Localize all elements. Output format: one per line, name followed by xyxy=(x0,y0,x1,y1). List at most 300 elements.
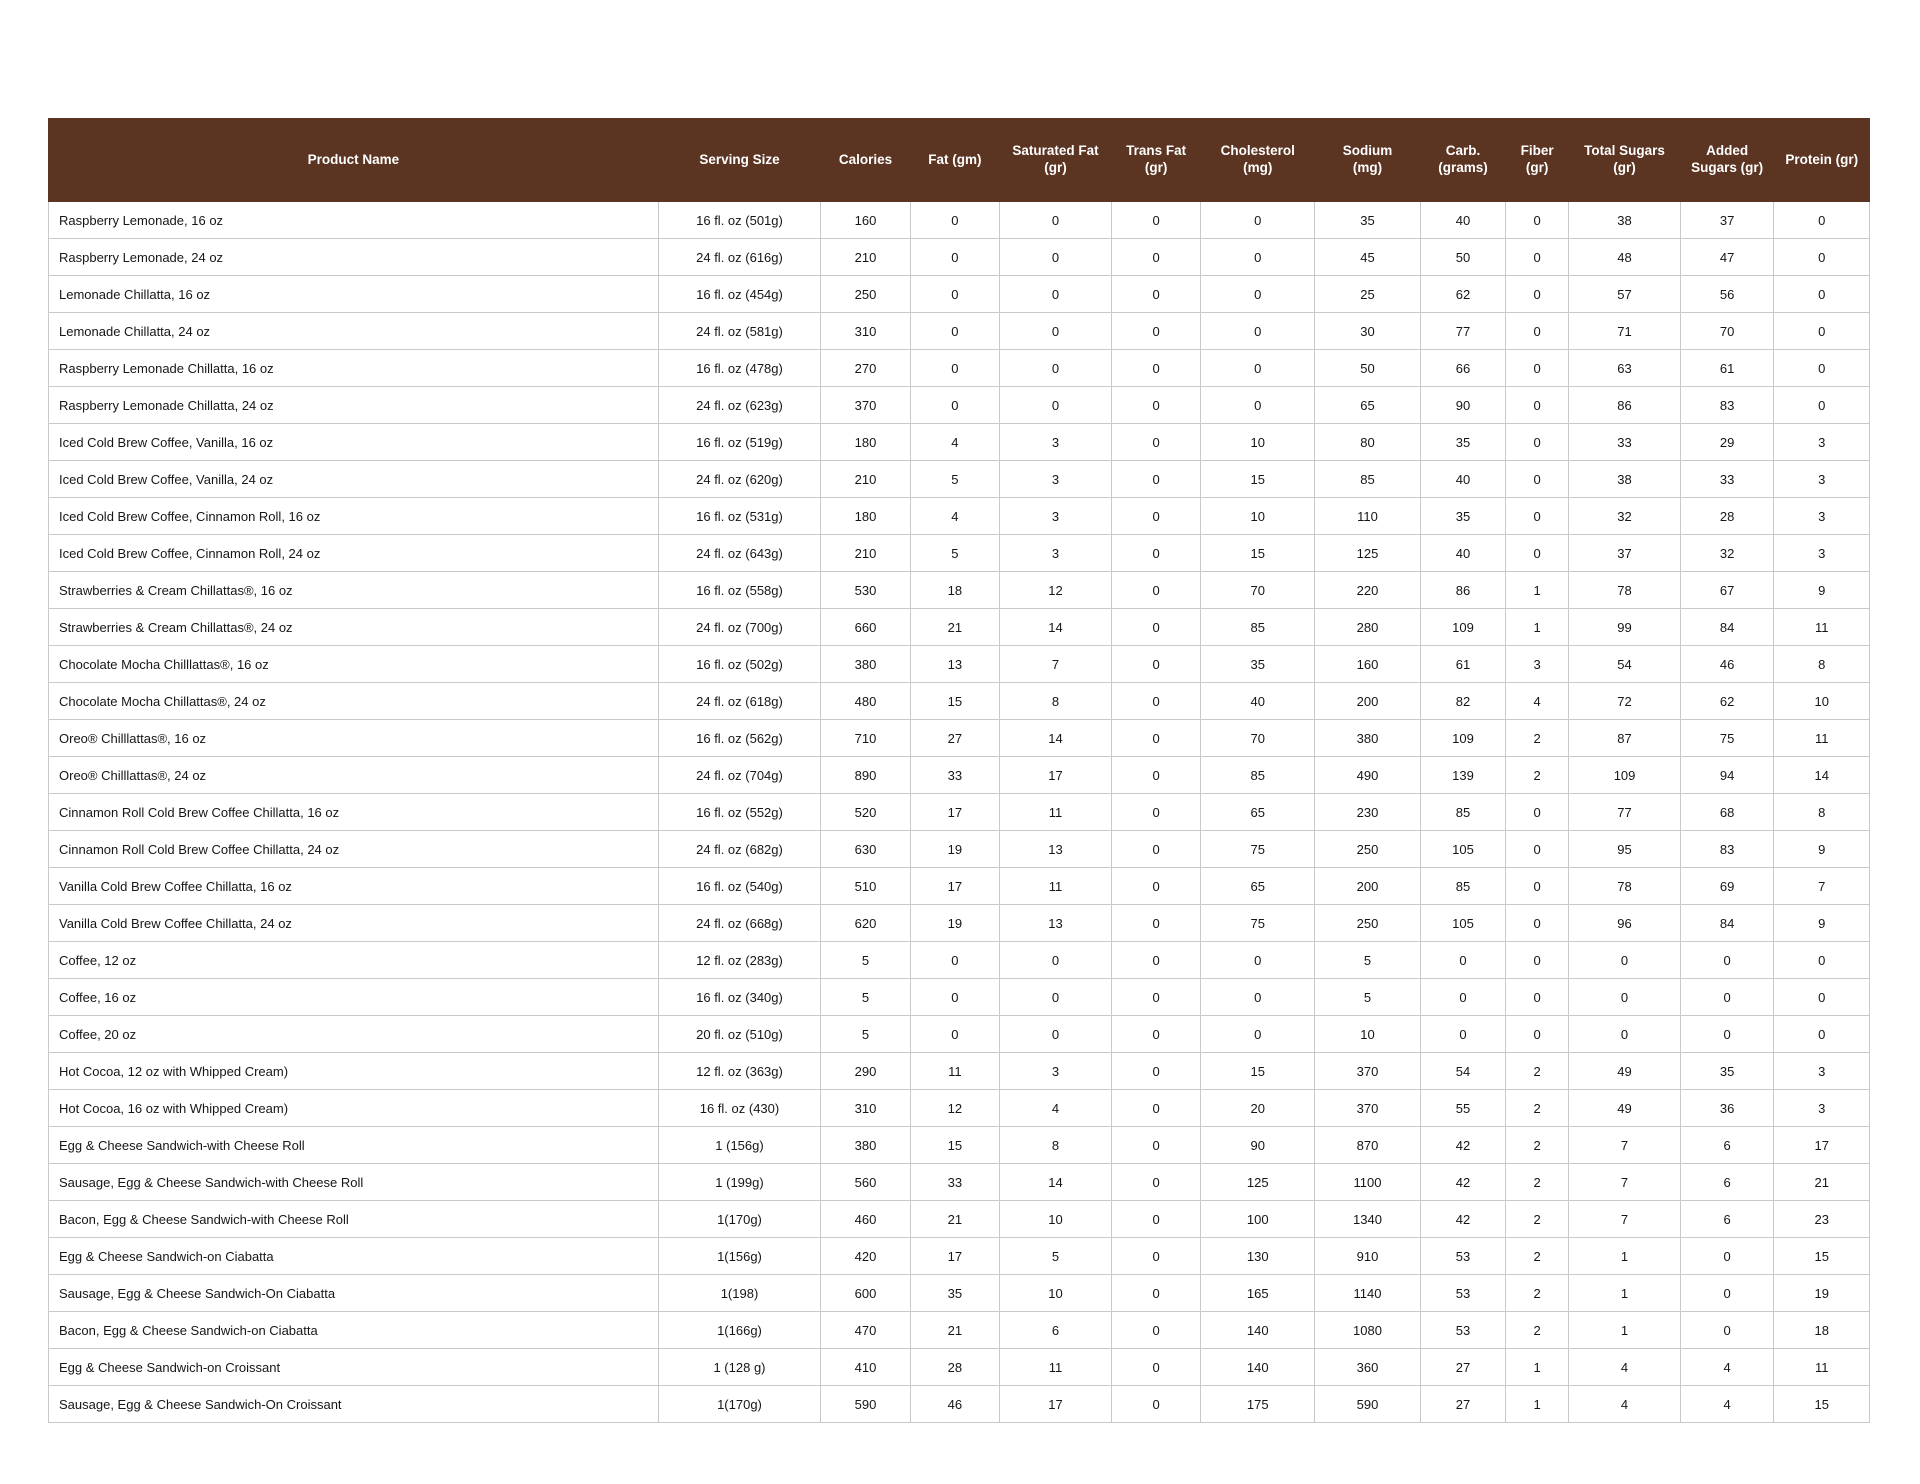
column-header-line: (grams) xyxy=(1438,160,1488,175)
value-cell: 11 xyxy=(1000,868,1112,905)
value-cell: 1 xyxy=(1569,1312,1681,1349)
value-cell: 3 xyxy=(1000,535,1112,572)
value-cell: 33 xyxy=(910,1164,999,1201)
value-cell: 94 xyxy=(1680,757,1773,794)
value-cell: 25 xyxy=(1315,276,1421,313)
value-cell: 65 xyxy=(1315,387,1421,424)
value-cell: 3 xyxy=(1774,424,1870,461)
column-header-line: (gr) xyxy=(1525,160,1549,175)
product-name-cell: Strawberries & Cream Chillattas®, 16 oz xyxy=(49,572,659,609)
value-cell: 4 xyxy=(1680,1386,1773,1423)
value-cell: 16 fl. oz (531g) xyxy=(658,498,821,535)
value-cell: 0 xyxy=(1000,979,1112,1016)
value-cell: 1 (199g) xyxy=(658,1164,821,1201)
value-cell: 12 xyxy=(910,1090,999,1127)
value-cell: 480 xyxy=(821,683,910,720)
table-row xyxy=(49,905,1870,942)
value-cell: 0 xyxy=(1111,276,1200,313)
value-cell: 69 xyxy=(1680,868,1773,905)
column-header-line: Saturated Fat xyxy=(1012,143,1099,159)
value-cell: 0 xyxy=(1111,1127,1200,1164)
value-cell: 140 xyxy=(1201,1349,1315,1386)
value-cell: 28 xyxy=(910,1349,999,1386)
value-cell: 0 xyxy=(1680,942,1773,979)
value-cell: 0 xyxy=(1111,498,1200,535)
value-cell: 16 fl. oz (478g) xyxy=(658,350,821,387)
value-cell: 2 xyxy=(1506,1238,1569,1275)
value-cell: 86 xyxy=(1569,387,1681,424)
value-cell: 0 xyxy=(1111,831,1200,868)
column-header-line: Total Sugars xyxy=(1584,143,1665,159)
table-row xyxy=(49,979,1870,1016)
value-cell: 18 xyxy=(910,572,999,609)
value-cell: 3 xyxy=(1000,461,1112,498)
value-cell: 24 fl. oz (618g) xyxy=(658,683,821,720)
value-cell: 2 xyxy=(1506,1275,1569,1312)
value-cell: 36 xyxy=(1680,1090,1773,1127)
column-header-line: Added xyxy=(1706,143,1749,159)
value-cell: 410 xyxy=(821,1349,910,1386)
value-cell: 109 xyxy=(1569,757,1681,794)
table-row xyxy=(49,572,1870,609)
value-cell: 24 fl. oz (668g) xyxy=(658,905,821,942)
value-cell: 50 xyxy=(1315,350,1421,387)
value-cell: 40 xyxy=(1420,202,1505,239)
value-cell: 14 xyxy=(1000,1164,1112,1201)
value-cell: 1140 xyxy=(1315,1275,1421,1312)
value-cell: 0 xyxy=(1111,905,1200,942)
value-cell: 0 xyxy=(1201,942,1315,979)
value-cell: 0 xyxy=(910,313,999,350)
value-cell: 0 xyxy=(1774,276,1870,313)
value-cell: 165 xyxy=(1201,1275,1315,1312)
value-cell: 62 xyxy=(1680,683,1773,720)
value-cell: 590 xyxy=(821,1386,910,1423)
value-cell: 0 xyxy=(1420,942,1505,979)
value-cell: 70 xyxy=(1201,572,1315,609)
value-cell: 32 xyxy=(1569,498,1681,535)
value-cell: 0 xyxy=(1506,498,1569,535)
value-cell: 0 xyxy=(1111,942,1200,979)
value-cell: 49 xyxy=(1569,1090,1681,1127)
value-cell: 230 xyxy=(1315,794,1421,831)
product-name-cell: Bacon, Egg & Cheese Sandwich-on Ciabatta xyxy=(49,1312,659,1349)
value-cell: 0 xyxy=(1680,1312,1773,1349)
product-name-cell: Iced Cold Brew Coffee, Vanilla, 24 oz xyxy=(49,461,659,498)
value-cell: 53 xyxy=(1420,1312,1505,1349)
value-cell: 1340 xyxy=(1315,1201,1421,1238)
value-cell: 0 xyxy=(1111,424,1200,461)
value-cell: 0 xyxy=(1111,609,1200,646)
column-header-line: Sodium xyxy=(1342,143,1393,159)
column-header-line: (gr) xyxy=(1144,160,1168,175)
value-cell: 0 xyxy=(1111,1349,1200,1386)
product-name-cell: Coffee, 12 oz xyxy=(49,942,659,979)
value-cell: 0 xyxy=(1111,720,1200,757)
value-cell: 280 xyxy=(1315,609,1421,646)
column-header-3 xyxy=(910,119,999,202)
value-cell: 65 xyxy=(1201,794,1315,831)
column-header-line: Trans Fat xyxy=(1126,143,1187,159)
column-header-6 xyxy=(1201,119,1315,202)
value-cell: 125 xyxy=(1201,1164,1315,1201)
column-header-10 xyxy=(1569,119,1681,202)
value-cell: 3 xyxy=(1506,646,1569,683)
table-row xyxy=(49,1053,1870,1090)
value-cell: 85 xyxy=(1420,868,1505,905)
product-name-cell: Iced Cold Brew Coffee, Cinnamon Roll, 16 oz xyxy=(49,498,659,535)
column-header-line: (mg) xyxy=(1352,160,1383,175)
value-cell: 1 xyxy=(1506,572,1569,609)
value-cell: 1 xyxy=(1506,609,1569,646)
value-cell: 75 xyxy=(1201,905,1315,942)
value-cell: 1080 xyxy=(1315,1312,1421,1349)
value-cell: 0 xyxy=(1569,942,1681,979)
value-cell: 620 xyxy=(821,905,910,942)
table-row xyxy=(49,1127,1870,1164)
value-cell: 10 xyxy=(1000,1275,1112,1312)
value-cell: 75 xyxy=(1680,720,1773,757)
value-cell: 62 xyxy=(1420,276,1505,313)
value-cell: 61 xyxy=(1420,646,1505,683)
value-cell: 0 xyxy=(1111,1016,1200,1053)
value-cell: 2 xyxy=(1506,720,1569,757)
value-cell: 6 xyxy=(1680,1127,1773,1164)
value-cell: 12 fl. oz (283g) xyxy=(658,942,821,979)
product-name-cell: Egg & Cheese Sandwich-on Ciabatta xyxy=(49,1238,659,1275)
value-cell: 15 xyxy=(1201,461,1315,498)
value-cell: 2 xyxy=(1506,1164,1569,1201)
value-cell: 9 xyxy=(1774,831,1870,868)
column-header-line: Fat (gm) xyxy=(928,151,982,167)
product-name-cell: Iced Cold Brew Coffee, Vanilla, 16 oz xyxy=(49,424,659,461)
table-row xyxy=(49,1238,1870,1275)
value-cell: 0 xyxy=(1201,276,1315,313)
value-cell: 2 xyxy=(1506,1312,1569,1349)
value-cell: 180 xyxy=(821,424,910,461)
value-cell: 0 xyxy=(1506,905,1569,942)
product-name-cell: Hot Cocoa, 12 oz with Whipped Cream) xyxy=(49,1053,659,1090)
value-cell: 28 xyxy=(1680,498,1773,535)
value-cell: 2 xyxy=(1506,757,1569,794)
value-cell: 17 xyxy=(910,868,999,905)
value-cell: 370 xyxy=(821,387,910,424)
value-cell: 0 xyxy=(1111,350,1200,387)
value-cell: 0 xyxy=(1201,313,1315,350)
table-row xyxy=(49,720,1870,757)
value-cell: 4 xyxy=(1569,1349,1681,1386)
value-cell: 20 fl. oz (510g) xyxy=(658,1016,821,1053)
value-cell: 13 xyxy=(910,646,999,683)
value-cell: 8 xyxy=(1000,1127,1112,1164)
column-header-2 xyxy=(821,119,910,202)
table-row xyxy=(49,1164,1870,1201)
value-cell: 0 xyxy=(1774,942,1870,979)
value-cell: 4 xyxy=(1506,683,1569,720)
value-cell: 17 xyxy=(910,794,999,831)
table-row xyxy=(49,535,1870,572)
value-cell: 27 xyxy=(910,720,999,757)
value-cell: 48 xyxy=(1569,239,1681,276)
value-cell: 50 xyxy=(1420,239,1505,276)
column-header-line: Product Name xyxy=(307,151,400,167)
value-cell: 0 xyxy=(1111,1090,1200,1127)
value-cell: 660 xyxy=(821,609,910,646)
value-cell: 24 fl. oz (616g) xyxy=(658,239,821,276)
value-cell: 16 fl. oz (501g) xyxy=(658,202,821,239)
value-cell: 130 xyxy=(1201,1238,1315,1275)
value-cell: 250 xyxy=(1315,831,1421,868)
value-cell: 12 fl. oz (363g) xyxy=(658,1053,821,1090)
value-cell: 21 xyxy=(910,609,999,646)
value-cell: 77 xyxy=(1420,313,1505,350)
value-cell: 590 xyxy=(1315,1386,1421,1423)
table-row xyxy=(49,202,1870,239)
value-cell: 200 xyxy=(1315,683,1421,720)
value-cell: 0 xyxy=(1506,535,1569,572)
value-cell: 68 xyxy=(1680,794,1773,831)
value-cell: 7 xyxy=(1569,1164,1681,1201)
column-header-line: (mg) xyxy=(1243,160,1273,175)
value-cell: 55 xyxy=(1420,1090,1505,1127)
value-cell: 35 xyxy=(1420,424,1505,461)
value-cell: 96 xyxy=(1569,905,1681,942)
table-row xyxy=(49,1201,1870,1238)
value-cell: 310 xyxy=(821,1090,910,1127)
value-cell: 24 fl. oz (704g) xyxy=(658,757,821,794)
value-cell: 2 xyxy=(1506,1053,1569,1090)
value-cell: 910 xyxy=(1315,1238,1421,1275)
value-cell: 70 xyxy=(1680,313,1773,350)
value-cell: 32 xyxy=(1680,535,1773,572)
value-cell: 0 xyxy=(1000,350,1112,387)
value-cell: 61 xyxy=(1680,350,1773,387)
value-cell: 10 xyxy=(1201,498,1315,535)
value-cell: 0 xyxy=(1774,239,1870,276)
value-cell: 16 fl. oz (562g) xyxy=(658,720,821,757)
product-name-cell: Sausage, Egg & Cheese Sandwich-On Ciabatta xyxy=(49,1275,659,1312)
value-cell: 140 xyxy=(1201,1312,1315,1349)
value-cell: 54 xyxy=(1569,646,1681,683)
value-cell: 0 xyxy=(1111,1386,1200,1423)
column-header-12 xyxy=(1774,119,1870,202)
value-cell: 0 xyxy=(1680,1275,1773,1312)
value-cell: 0 xyxy=(910,979,999,1016)
product-name-cell: Raspberry Lemonade Chillatta, 16 oz xyxy=(49,350,659,387)
column-header-7 xyxy=(1315,119,1421,202)
table-row xyxy=(49,646,1870,683)
value-cell: 420 xyxy=(821,1238,910,1275)
column-header-line: Calories xyxy=(838,151,893,167)
value-cell: 67 xyxy=(1680,572,1773,609)
value-cell: 1100 xyxy=(1315,1164,1421,1201)
value-cell: 66 xyxy=(1420,350,1505,387)
value-cell: 11 xyxy=(1774,609,1870,646)
value-cell: 38 xyxy=(1569,461,1681,498)
column-header-0 xyxy=(49,119,659,202)
table-row xyxy=(49,239,1870,276)
table-row xyxy=(49,942,1870,979)
value-cell: 0 xyxy=(1111,461,1200,498)
value-cell: 0 xyxy=(1000,942,1112,979)
value-cell: 1 xyxy=(1569,1275,1681,1312)
value-cell: 72 xyxy=(1569,683,1681,720)
value-cell: 84 xyxy=(1680,905,1773,942)
value-cell: 0 xyxy=(1000,276,1112,313)
value-cell: 0 xyxy=(910,387,999,424)
value-cell: 35 xyxy=(1680,1053,1773,1090)
value-cell: 3 xyxy=(1000,424,1112,461)
value-cell: 0 xyxy=(1420,1016,1505,1053)
table-row xyxy=(49,683,1870,720)
value-cell: 1(198) xyxy=(658,1275,821,1312)
value-cell: 0 xyxy=(1111,313,1200,350)
value-cell: 2 xyxy=(1506,1090,1569,1127)
product-name-cell: Cinnamon Roll Cold Brew Coffee Chillatta, 24 oz xyxy=(49,831,659,868)
table-row xyxy=(49,387,1870,424)
value-cell: 370 xyxy=(1315,1090,1421,1127)
value-cell: 0 xyxy=(1111,979,1200,1016)
value-cell: 86 xyxy=(1420,572,1505,609)
value-cell: 3 xyxy=(1774,1090,1870,1127)
value-cell: 5 xyxy=(1315,979,1421,1016)
value-cell: 27 xyxy=(1420,1386,1505,1423)
value-cell: 47 xyxy=(1680,239,1773,276)
value-cell: 0 xyxy=(910,942,999,979)
product-name-cell: Oreo® Chilllattas®, 16 oz xyxy=(49,720,659,757)
value-cell: 0 xyxy=(1111,202,1200,239)
value-cell: 0 xyxy=(1506,461,1569,498)
value-cell: 5 xyxy=(910,535,999,572)
value-cell: 15 xyxy=(1774,1386,1870,1423)
value-cell: 14 xyxy=(1000,720,1112,757)
value-cell: 175 xyxy=(1201,1386,1315,1423)
value-cell: 85 xyxy=(1420,794,1505,831)
nutrition-table xyxy=(48,118,1870,1423)
column-header-4 xyxy=(1000,119,1112,202)
product-name-cell: Raspberry Lemonade, 24 oz xyxy=(49,239,659,276)
value-cell: 27 xyxy=(1420,1349,1505,1386)
value-cell: 0 xyxy=(1111,1164,1200,1201)
value-cell: 16 fl. oz (558g) xyxy=(658,572,821,609)
value-cell: 0 xyxy=(1506,942,1569,979)
value-cell: 0 xyxy=(1506,979,1569,1016)
table-row xyxy=(49,1386,1870,1423)
value-cell: 0 xyxy=(1774,313,1870,350)
value-cell: 15 xyxy=(1201,1053,1315,1090)
value-cell: 0 xyxy=(1111,387,1200,424)
table-row xyxy=(49,276,1870,313)
value-cell: 35 xyxy=(1315,202,1421,239)
value-cell: 0 xyxy=(910,202,999,239)
value-cell: 0 xyxy=(1569,979,1681,1016)
value-cell: 65 xyxy=(1201,868,1315,905)
value-cell: 11 xyxy=(1774,720,1870,757)
value-cell: 0 xyxy=(1201,350,1315,387)
value-cell: 210 xyxy=(821,239,910,276)
value-cell: 0 xyxy=(1774,350,1870,387)
value-cell: 1(170g) xyxy=(658,1386,821,1423)
value-cell: 10 xyxy=(1201,424,1315,461)
value-cell: 0 xyxy=(1774,1016,1870,1053)
value-cell: 33 xyxy=(910,757,999,794)
value-cell: 33 xyxy=(1680,461,1773,498)
value-cell: 7 xyxy=(1569,1127,1681,1164)
value-cell: 16 fl. oz (430) xyxy=(658,1090,821,1127)
value-cell: 109 xyxy=(1420,609,1505,646)
value-cell: 53 xyxy=(1420,1238,1505,1275)
value-cell: 0 xyxy=(1000,202,1112,239)
value-cell: 0 xyxy=(1774,979,1870,1016)
value-cell: 14 xyxy=(1000,609,1112,646)
value-cell: 250 xyxy=(1315,905,1421,942)
value-cell: 1 (128 g) xyxy=(658,1349,821,1386)
value-cell: 490 xyxy=(1315,757,1421,794)
product-name-cell: Strawberries & Cream Chillattas®, 24 oz xyxy=(49,609,659,646)
value-cell: 0 xyxy=(1506,868,1569,905)
value-cell: 0 xyxy=(910,276,999,313)
value-cell: 0 xyxy=(1111,794,1200,831)
value-cell: 23 xyxy=(1774,1201,1870,1238)
value-cell: 0 xyxy=(1506,424,1569,461)
value-cell: 5 xyxy=(1000,1238,1112,1275)
value-cell: 15 xyxy=(910,683,999,720)
value-cell: 160 xyxy=(821,202,910,239)
value-cell: 7 xyxy=(1569,1201,1681,1238)
value-cell: 42 xyxy=(1420,1164,1505,1201)
product-name-cell: Vanilla Cold Brew Coffee Chillatta, 16 oz xyxy=(49,868,659,905)
product-name-cell: Chocolate Mocha Chilllattas®, 16 oz xyxy=(49,646,659,683)
product-name-cell: Iced Cold Brew Coffee, Cinnamon Roll, 24 oz xyxy=(49,535,659,572)
value-cell: 24 fl. oz (623g) xyxy=(658,387,821,424)
value-cell: 4 xyxy=(910,424,999,461)
value-cell: 6 xyxy=(1680,1201,1773,1238)
value-cell: 19 xyxy=(1774,1275,1870,1312)
value-cell: 200 xyxy=(1315,868,1421,905)
value-cell: 0 xyxy=(1111,646,1200,683)
value-cell: 1 xyxy=(1569,1238,1681,1275)
value-cell: 63 xyxy=(1569,350,1681,387)
value-cell: 110 xyxy=(1315,498,1421,535)
value-cell: 0 xyxy=(910,1016,999,1053)
value-cell: 105 xyxy=(1420,905,1505,942)
value-cell: 5 xyxy=(1315,942,1421,979)
product-name-cell: Coffee, 16 oz xyxy=(49,979,659,1016)
product-name-cell: Coffee, 20 oz xyxy=(49,1016,659,1053)
value-cell: 460 xyxy=(821,1201,910,1238)
value-cell: 11 xyxy=(1000,794,1112,831)
column-header-line: (gr) xyxy=(1044,160,1067,175)
product-name-cell: Raspberry Lemonade Chillatta, 24 oz xyxy=(49,387,659,424)
value-cell: 380 xyxy=(821,646,910,683)
value-cell: 75 xyxy=(1201,831,1315,868)
value-cell: 78 xyxy=(1569,868,1681,905)
table-row xyxy=(49,794,1870,831)
value-cell: 17 xyxy=(910,1238,999,1275)
value-cell: 870 xyxy=(1315,1127,1421,1164)
value-cell: 10 xyxy=(1315,1016,1421,1053)
value-cell: 11 xyxy=(910,1053,999,1090)
table-body xyxy=(49,202,1870,1423)
value-cell: 6 xyxy=(1000,1312,1112,1349)
value-cell: 19 xyxy=(910,831,999,868)
value-cell: 3 xyxy=(1000,1053,1112,1090)
value-cell: 95 xyxy=(1569,831,1681,868)
value-cell: 0 xyxy=(1420,979,1505,1016)
value-cell: 600 xyxy=(821,1275,910,1312)
value-cell: 0 xyxy=(1000,387,1112,424)
table-row xyxy=(49,461,1870,498)
